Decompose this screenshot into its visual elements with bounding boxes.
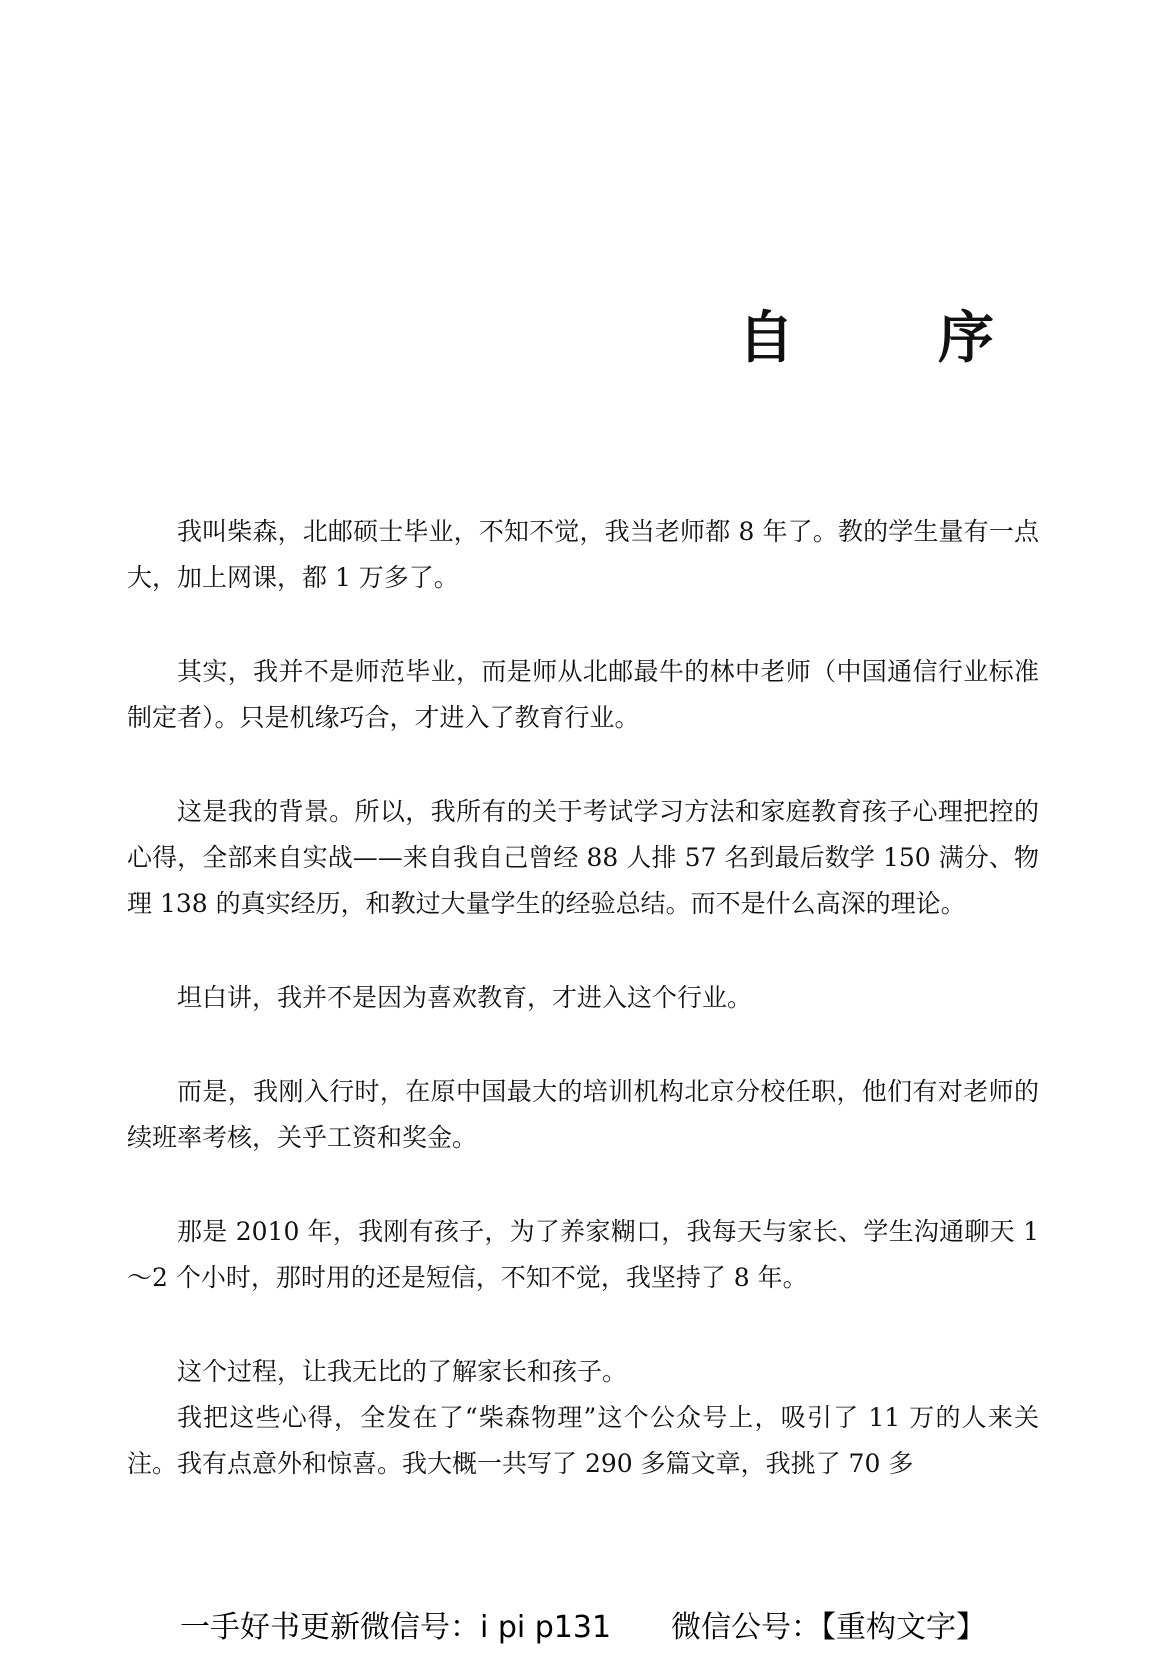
paragraph: 坦白讲，我并不是因为喜欢教育，才进入这个行业。: [177, 983, 753, 1012]
paragraph: 这是我的背景。所以，我所有的关于考试学习方法和家庭教育孩子心理把控的心得，全部来自实战——来自我自己曾经 88 人排 57 名到最后数学 150 满分、物理 138 的真实经历，和教过大量学生的经验总结。而不是什么高深的理论。: [127, 797, 1039, 918]
watermark-footer: 一手好书更新微信号：i pi p131 微信公号：【重构文字】: [179, 1610, 987, 1645]
paragraph: 这个过程，让我无比的了解家长和孩子。: [177, 1357, 628, 1386]
paragraph: 我叫柴森，北邮硕士毕业，不知不觉，我当老师都 8 年了。教的学生量有一点大，加上网课，都 1 万多了。: [127, 517, 1039, 592]
preface-body: [127, 509, 1039, 1487]
paragraph: 而是，我刚入行时，在原中国最大的培训机构北京分校任职，他们有对老师的续班率考核，关乎工资和奖金。: [127, 1077, 1039, 1152]
paragraph: 其实，我并不是师范毕业，而是师从北邮最牛的林中老师（中国通信行业标准制定者）。只是机缘巧合，才进入了教育行业。: [127, 657, 1039, 732]
paragraph: 那是 2010 年，我刚有孩子，为了养家糊口，我每天与家长、学生沟通聊天 1 ～2 个小时，那时用的还是短信，不知不觉，我坚持了 8 年。: [127, 1217, 1039, 1292]
page-title: 自 序: [738, 305, 1038, 371]
paragraph: 我把这些心得，全发在了“柴森物理”这个公众号上，吸引了 11 万的人来关注。我有点意外和惊喜。我大概一共写了 290 多篇文章，我挑了 70 多: [127, 1403, 1039, 1478]
